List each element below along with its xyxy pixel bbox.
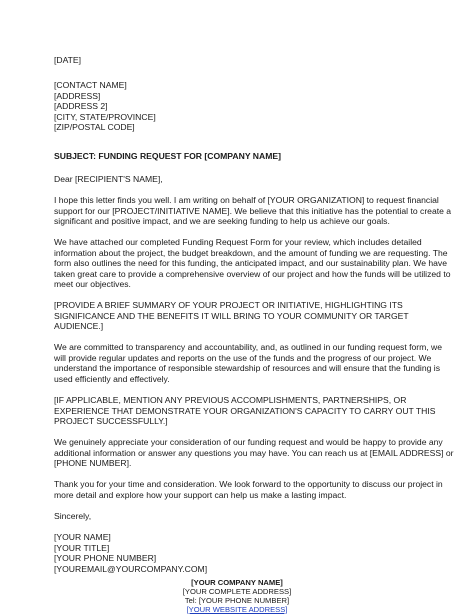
paragraph-line: We are committed to transparency and accountability, and, as outlined in our funding request form, we bbox=[54, 342, 443, 352]
closing-text: Sincerely, bbox=[54, 511, 92, 521]
date-text: [DATE] bbox=[54, 55, 82, 65]
letterhead-footer bbox=[0, 578, 474, 614]
body-paragraph-3 bbox=[54, 300, 426, 332]
recipient-city-state: [CITY, STATE/PROVINCE] bbox=[54, 111, 156, 122]
closing bbox=[54, 511, 426, 522]
body-paragraph-5 bbox=[54, 395, 436, 427]
body-paragraph-2 bbox=[54, 237, 451, 290]
salutation bbox=[54, 174, 426, 185]
paragraph-line: [PHONE NUMBER]. bbox=[54, 458, 132, 468]
paragraph-line: additional information or answer any questions you may have. You can reach us at [EMAIL ADDRESS] or bbox=[54, 447, 454, 458]
recipient-zip: [ZIP/POSTAL CODE] bbox=[54, 122, 135, 132]
paragraph-line: significant and positive impact, and we are seeking funding to help us achieve our goals. bbox=[54, 216, 390, 226]
paragraph-line: form also outlines the need for this funding, the anticipated impact, and our sustainability plan. We have bbox=[54, 258, 448, 268]
signature-email: [YOUREMAIL@YOURCOMPANY.COM] bbox=[54, 563, 208, 574]
recipient-contact-name: [CONTACT NAME] bbox=[54, 80, 127, 90]
signature-phone: [YOUR PHONE NUMBER] bbox=[54, 553, 157, 563]
body-paragraph-6 bbox=[54, 437, 454, 469]
recipient-address-line-2: [ADDRESS 2] bbox=[54, 101, 108, 111]
paragraph-line: [IF APPLICABLE, MENTION ANY PREVIOUS ACCOMPLISHMENTS, PARTNERSHIPS, OR bbox=[54, 395, 407, 405]
paragraph-line: I hope this letter finds you well. I am writing on behalf of [YOUR ORGANIZATION] to request financial bbox=[54, 195, 439, 205]
body-paragraph-7 bbox=[54, 479, 443, 500]
footer-phone: Tel: [YOUR PHONE NUMBER] bbox=[184, 596, 290, 605]
body-paragraph-1 bbox=[54, 195, 452, 227]
paragraph-line: information about the project, the budget breakdown, and the amount of funding we are requesting. The bbox=[54, 247, 448, 258]
paragraph-line: We genuinely appreciate your consideration of our funding request and would be happy to provide any bbox=[54, 437, 443, 447]
paragraph-line: SIGNIFICANCE AND THE BENEFITS IT WILL BRING TO YOUR COMMUNITY OR TARGET bbox=[54, 310, 409, 321]
paragraph-line: support for our [PROJECT/INITIATIVE NAME]. We believe that this initiative has the potential to create a bbox=[54, 205, 452, 216]
recipient-address-line-1: [ADDRESS] bbox=[54, 90, 101, 101]
paragraph-line: EXPERIENCE THAT DEMONSTRATE YOUR ORGANIZATION'S CAPACITY TO CARRY OUT THIS bbox=[54, 405, 436, 416]
paragraph-line: AUDIENCE.] bbox=[54, 321, 104, 331]
paragraph-line: meet our objectives. bbox=[54, 279, 131, 289]
paragraph-line: We have attached our completed Funding Request Form for your review, which includes detailed bbox=[54, 237, 422, 247]
subject-text: SUBJECT: FUNDING REQUEST FOR [COMPANY NAME] bbox=[54, 151, 281, 161]
footer-address: [YOUR COMPLETE ADDRESS] bbox=[182, 587, 292, 596]
paragraph-line: PROJECT SUCCESSFULLY.] bbox=[54, 416, 168, 426]
paragraph-line: more detail and explore how your support can help us make a lasting impact. bbox=[54, 489, 347, 500]
paragraph-line: used efficiently and effectively. bbox=[54, 373, 170, 384]
signature-title: [YOUR TITLE] bbox=[54, 542, 110, 553]
footer-company-name: [YOUR COMPANY NAME] bbox=[191, 578, 283, 587]
paragraph-line: will provide regular updates and reports on the use of the funds and the progress of our project. We bbox=[54, 352, 432, 363]
letter-date bbox=[54, 55, 426, 66]
footer-website-link[interactable]: [YOUR WEBSITE ADDRESS] bbox=[186, 605, 288, 614]
body-paragraph-4 bbox=[54, 342, 443, 384]
paragraph-line: taken great care to provide a comprehensive overview of our project and how the funds will be utilized to bbox=[54, 268, 451, 279]
paragraph-line: Thank you for your time and consideration. We look forward to the opportunity to discuss our project in bbox=[54, 479, 443, 489]
signature-block bbox=[54, 532, 426, 574]
recipient-address bbox=[54, 80, 426, 133]
paragraph-line: [PROVIDE A BRIEF SUMMARY OF YOUR PROJECT OR INITIATIVE, HIGHLIGHTING ITS bbox=[54, 300, 403, 310]
subject-line bbox=[54, 151, 426, 162]
paragraph-line: understand the importance of responsible stewardship of resources and will ensure that the funding is bbox=[54, 363, 440, 373]
salutation-text: Dear [RECIPIENT'S NAME], bbox=[54, 174, 163, 184]
signature-name: [YOUR NAME] bbox=[54, 532, 111, 542]
